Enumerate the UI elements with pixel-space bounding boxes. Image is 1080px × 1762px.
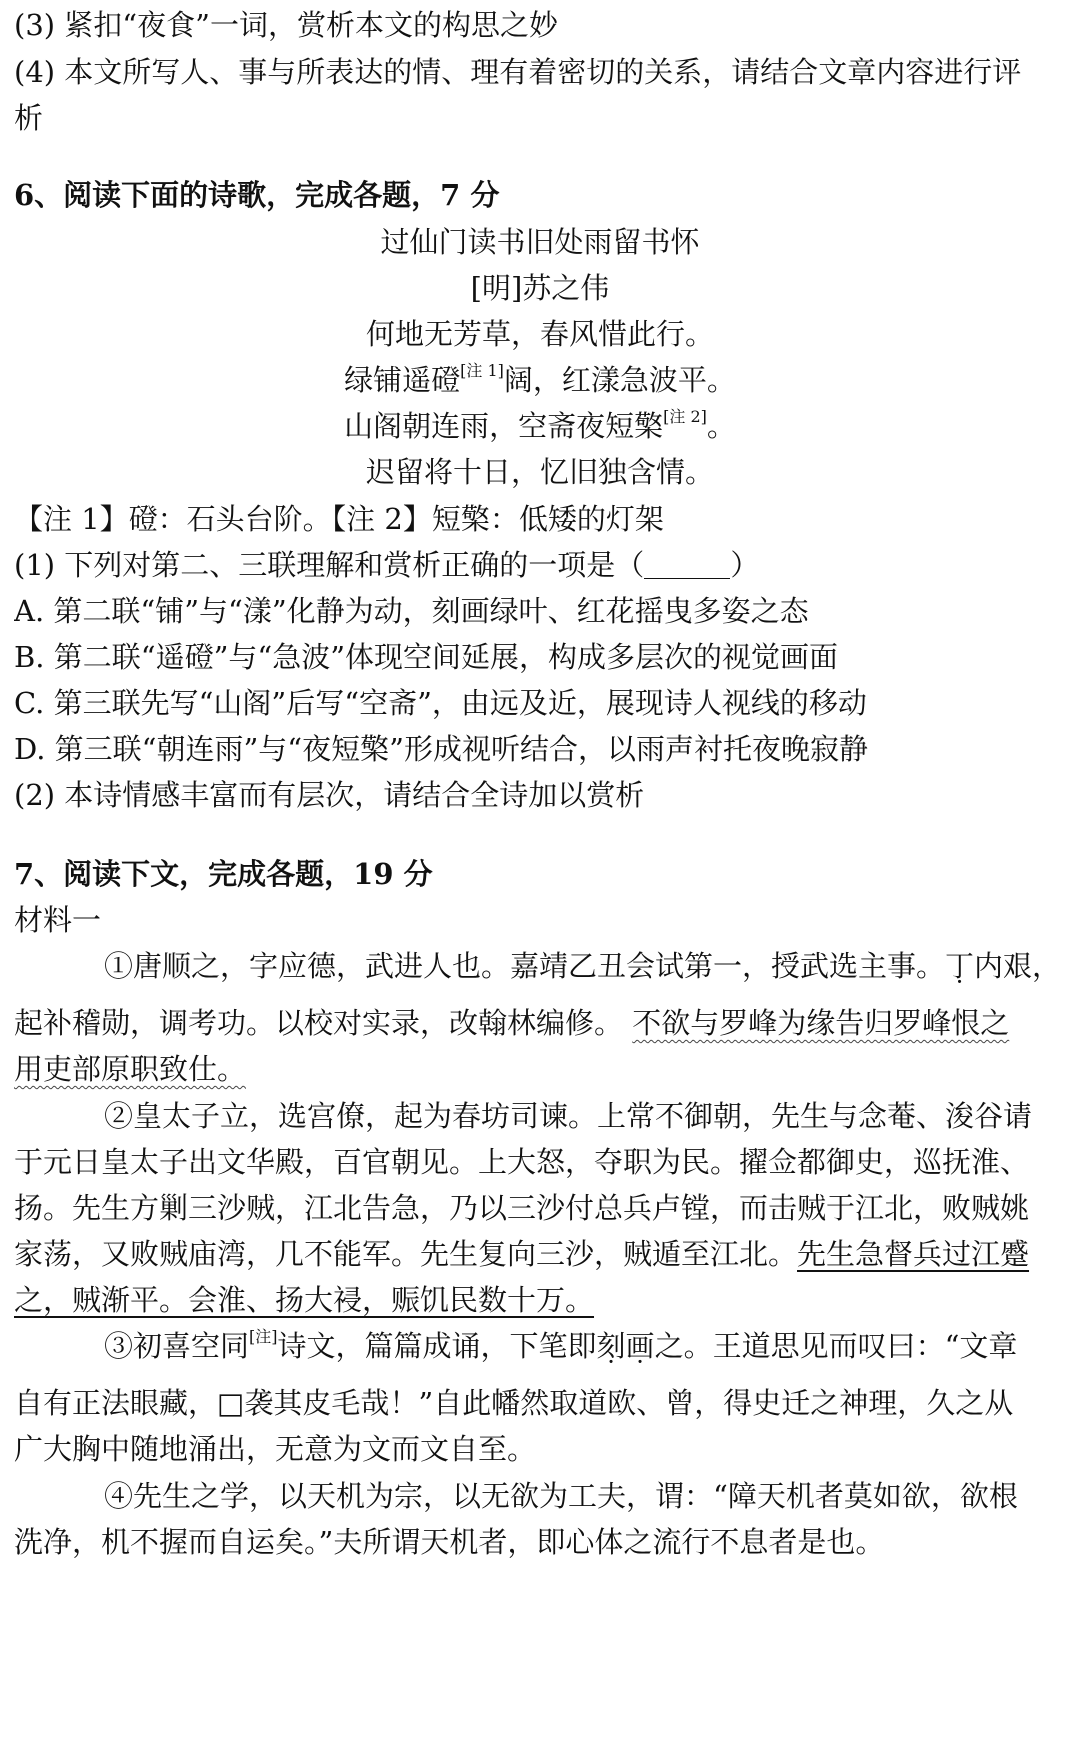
wavy-underline-sentence: 不欲与罗峰为缘告归罗峰恨之 <box>632 1006 1010 1040</box>
note-1-marker: [注 1] <box>460 361 504 380</box>
option-b: B. 第二联“遥磴”与“急波”体现空间延展，构成多层次的视觉画面 <box>14 640 839 674</box>
underlined-sentence: 先生急督兵过江蹙 <box>797 1237 1030 1271</box>
para-1-line-2 <box>14 1000 1066 1046</box>
poem-line-3-b: 。 <box>706 409 736 443</box>
para-4-line-2: 洗净，机不握而自运矣。”夫所谓天机者，即心体之流行不息者是也。 <box>14 1525 885 1559</box>
q5-subquestion-4: (4) 本文所写人、事与所表达的情、理有着密切的关系，请结合文章内容进行评 <box>14 55 1022 89</box>
para-3-line-2: 自有正法眼藏，□袭其皮毛哉！”自此幡然取道欧、曾，得史迁之神理，久之从 <box>14 1386 1014 1420</box>
poem-line-1: 何地无芳草，春风惜此行。 <box>365 317 714 351</box>
p3-text-3: 之。王道思见而叹曰：“文章 <box>654 1329 1018 1363</box>
para-2-line-3: 扬。先生方剿三沙贼，江北告急，乃以三沙付总兵卢镗，而击贼于江北，败贼姚 <box>14 1191 1030 1225</box>
poem-notes: 【注 1】磴：石头台阶。【注 2】短檠：低矮的灯架 <box>14 502 664 536</box>
dotted-char-2: 画 <box>625 1329 655 1363</box>
para-3-line-3: 广大胸中随地涌出，无意为文而文自至。 <box>14 1432 537 1466</box>
q6-heading: 6、阅读下面的诗歌，完成各题，7 分 <box>14 178 500 212</box>
option-a: A. 第二联“铺”与“漾”化静为动，刻画绿叶、红花摇曳多姿之态 <box>14 594 809 628</box>
poem-line-4: 迟留将十日，忆旧独含情。 <box>365 455 714 489</box>
q5-subquestion-3: (3) 紧扣“夜食”一词，赏析本文的构思之妙 <box>14 8 558 42</box>
poem-line-2 <box>0 357 1080 403</box>
note-2-marker: [注 2] <box>663 407 707 426</box>
q7-heading: 7、阅读下文，完成各题，19 分 <box>14 857 433 891</box>
poem-line-3 <box>0 403 1080 449</box>
para-1-line-3 <box>14 1046 1066 1092</box>
para-2-line-4 <box>14 1231 1066 1277</box>
p3-text: ③初喜空同 <box>104 1329 250 1363</box>
poem-author: [明]苏之伟 <box>470 271 610 305</box>
poem-line-2-b: 阔，红漾急波平。 <box>503 363 736 397</box>
q6-subquestion-2: (2) 本诗情感丰富而有层次，请结合全诗加以赏析 <box>14 778 645 812</box>
para-1-line-1 <box>14 943 1066 989</box>
option-d: D. 第三联“朝连雨”与“夜短檠”形成视听结合，以雨声衬托夜晚寂静 <box>14 732 868 766</box>
p3-text-2: 诗文，篇篇成诵，下笔即 <box>277 1329 597 1363</box>
p1-text-3: 起补稽勋，调考功。以校对实录，改翰林编修。 <box>14 1006 633 1040</box>
p1-text: ①唐顺之，字应德，武进人也。嘉靖乙丑会试第一，授武选主事。 <box>104 949 946 983</box>
dotted-char: 丁 <box>945 949 975 983</box>
para-2-line-5 <box>14 1277 1066 1323</box>
p2-text: 家荡，又败贼庙湾，几不能军。先生复向三沙，贼遁至江北。 <box>14 1237 798 1271</box>
poem-line-2-a: 绿铺遥磴 <box>344 363 461 397</box>
poem-title: 过仙门读书旧处雨留书怀 <box>380 225 700 259</box>
para-2-line-1: ②皇太子立，选宫僚，起为春坊司谏。上常不御朝，先生与念菴、浚谷请 <box>104 1099 1033 1133</box>
wavy-underline-sentence-cont: 用吏部原职致仕。 <box>14 1052 247 1086</box>
q5-subquestion-4-cont: 析 <box>14 101 44 135</box>
q6-s1-close: ） <box>730 548 760 582</box>
note-marker: [注] <box>249 1327 278 1346</box>
para-2-line-2: 于元日皇太子出文华殿，百官朝见。上大怒，夺职为民。擢佥都御史，巡抚淮、 <box>14 1145 1030 1179</box>
poem-line-3-a: 山阁朝连雨，空斋夜短檠 <box>344 409 664 443</box>
material-label: 材料一 <box>14 903 102 937</box>
p1-text-2: 内艰， <box>974 949 1062 983</box>
para-3-line-1 <box>14 1323 1066 1369</box>
dotted-char-1: 刻 <box>596 1329 626 1363</box>
q6-s1-text: (1) 下列对第二、三联理解和赏析正确的一项是（ <box>14 548 645 582</box>
option-c: C. 第三联先写“山阁”后写“空斋”，由远及近，展现诗人视线的移动 <box>14 686 867 720</box>
q6-subquestion-1 <box>14 542 1066 588</box>
para-4-line-1: ④先生之学，以天机为宗，以无欲为工夫，谓：“障天机者莫如欲，欲根 <box>104 1479 1018 1513</box>
answer-blank[interactable] <box>644 550 730 579</box>
underlined-sentence-cont: 之，贼渐平。会淮、扬大祲，赈饥民数十万。 <box>14 1283 595 1317</box>
